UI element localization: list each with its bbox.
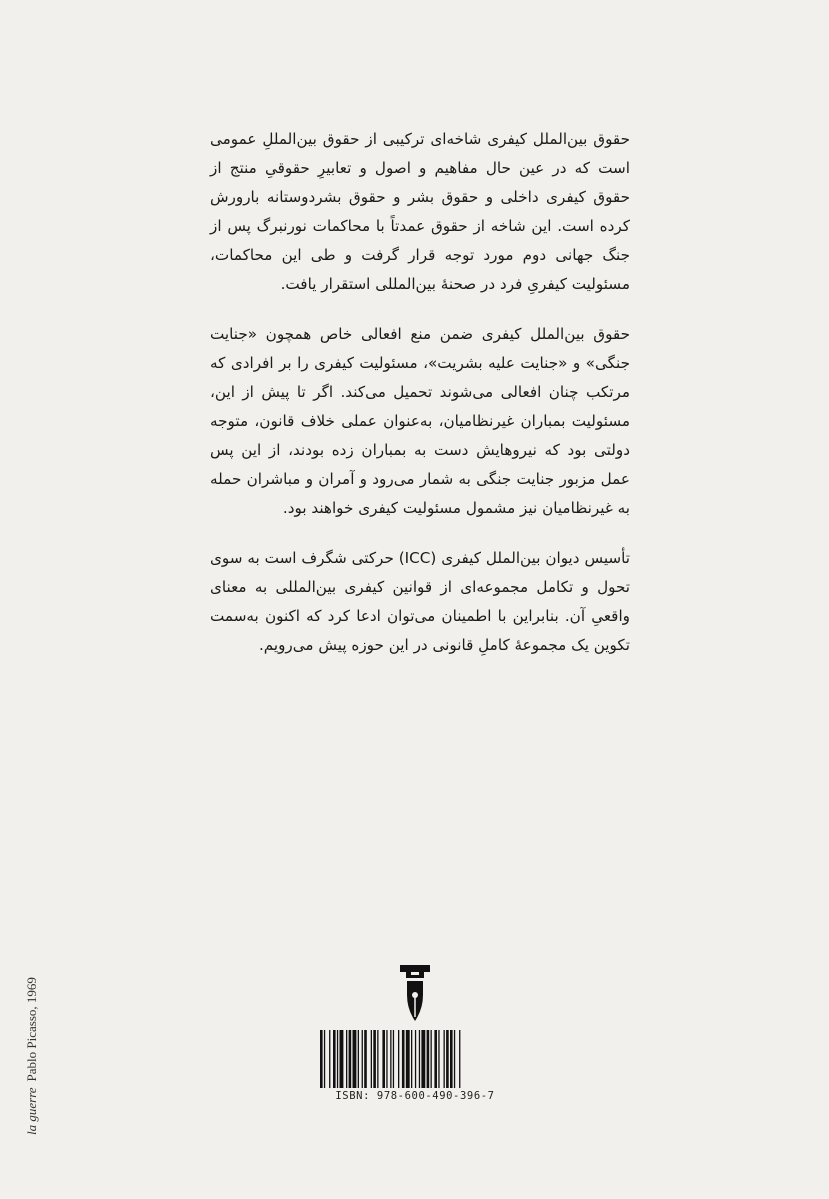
barcode-bar [353, 1030, 357, 1088]
artwork-artist: Pablo Picasso, 1969 [24, 977, 39, 1082]
barcode-bar [333, 1030, 336, 1088]
barcode-bar [419, 1030, 420, 1088]
barcode-bar [329, 1030, 330, 1088]
barcode-bar [421, 1030, 425, 1088]
isbn-barcode [318, 1030, 512, 1088]
barcode-bar [358, 1030, 359, 1088]
barcode-bar [364, 1030, 367, 1088]
barcode-bar [382, 1030, 385, 1088]
barcode-bar [431, 1030, 432, 1088]
artwork-title: la guerre [24, 1087, 39, 1135]
barcode-bar [324, 1030, 325, 1088]
barcode-bar [434, 1030, 437, 1088]
barcode-bar [349, 1030, 352, 1088]
barcode-bar [320, 1030, 323, 1088]
back-cover-text [210, 125, 630, 681]
paragraph-1: حقوق بین‌الملل کیفری شاخه‌ای ترکیبی از حقوق بین‌المللِ عمومی است که در عین حال مفاهیم و اصول و تعابیرِ حقوقیِ منتج از حقوق کیفری داخلی و حقوق بشر و حقوق بشردوستانه بارورش کرده است. این شاخه از حقوق عمدتاً با محاکمات نورنبرگ پس از جنگ جهانی دوم مورد توجه قرار گرفت و طی این محاکمات، مسئولیت کیفریِ فرد در صحنهٔ بین‌المللی استقرار یافت. [210, 130, 630, 293]
barcode-bar [406, 1030, 410, 1088]
barcode-bar [371, 1030, 372, 1088]
isbn-number: ISBN: 978-600-490-396-7 [335, 1090, 495, 1102]
barcode-bar [454, 1030, 455, 1088]
barcode-bar [346, 1030, 347, 1088]
pen-nib-logo-icon [398, 965, 432, 1023]
barcode-bar [450, 1030, 453, 1088]
barcode-bar [446, 1030, 449, 1088]
barcode-bar [427, 1030, 430, 1088]
barcode-bar [337, 1030, 338, 1088]
artwork-credit [24, 915, 40, 1135]
barcode-bar [444, 1030, 445, 1088]
barcode-bar [340, 1030, 344, 1088]
barcode-bar [390, 1030, 391, 1088]
paragraph-2: حقوق بین‌الملل کیفری ضمن منع افعالی خاص همچون «جنایت جنگی» و «جنایت علیه بشریت»، مسئولیت کیفری را بر افرادی که مرتکب چنان افعالی می‌شوند تحمیل می‌کند. اگر تا پیش از این، مسئولیت بمباران غیرنظامیان، به‌عنوان عملی خلاف قانون، متوجه دولتی بود که نیروهایش دست به بمباران زده بودند، از این پس عمل مزبور جنایت جنگی به شمار می‌رود و آمران و مباشران حمله به غیرنظامیان نیز مشمول مسئولیت کیفری خواهند بود. [210, 325, 630, 517]
barcode-bar [438, 1030, 439, 1088]
barcode-bar [402, 1030, 405, 1088]
barcode-bar [411, 1030, 412, 1088]
paragraph-3: تأسیس دیوان بین‌الملل کیفری (ICC) حرکتی شگرف است به سوی تحول و تکامل مجموعه‌ای از قوانین کیفری بین‌المللی به معنای واقعیِ آن. بنابراین با اطمینان می‌توان ادعا کرد که اکنون به‌سمت تکوین یک مجموعهٔ کاملِ قانونی در این حوزه پیش می‌رویم. [210, 549, 630, 654]
barcode-bar [415, 1030, 416, 1088]
barcode-bar [362, 1030, 363, 1088]
barcode-bar [398, 1030, 399, 1088]
barcode-bar [459, 1030, 460, 1088]
barcode-bar [393, 1030, 394, 1088]
barcode-bar [386, 1030, 387, 1088]
barcode-bar [377, 1030, 378, 1088]
barcode-bar [373, 1030, 376, 1088]
